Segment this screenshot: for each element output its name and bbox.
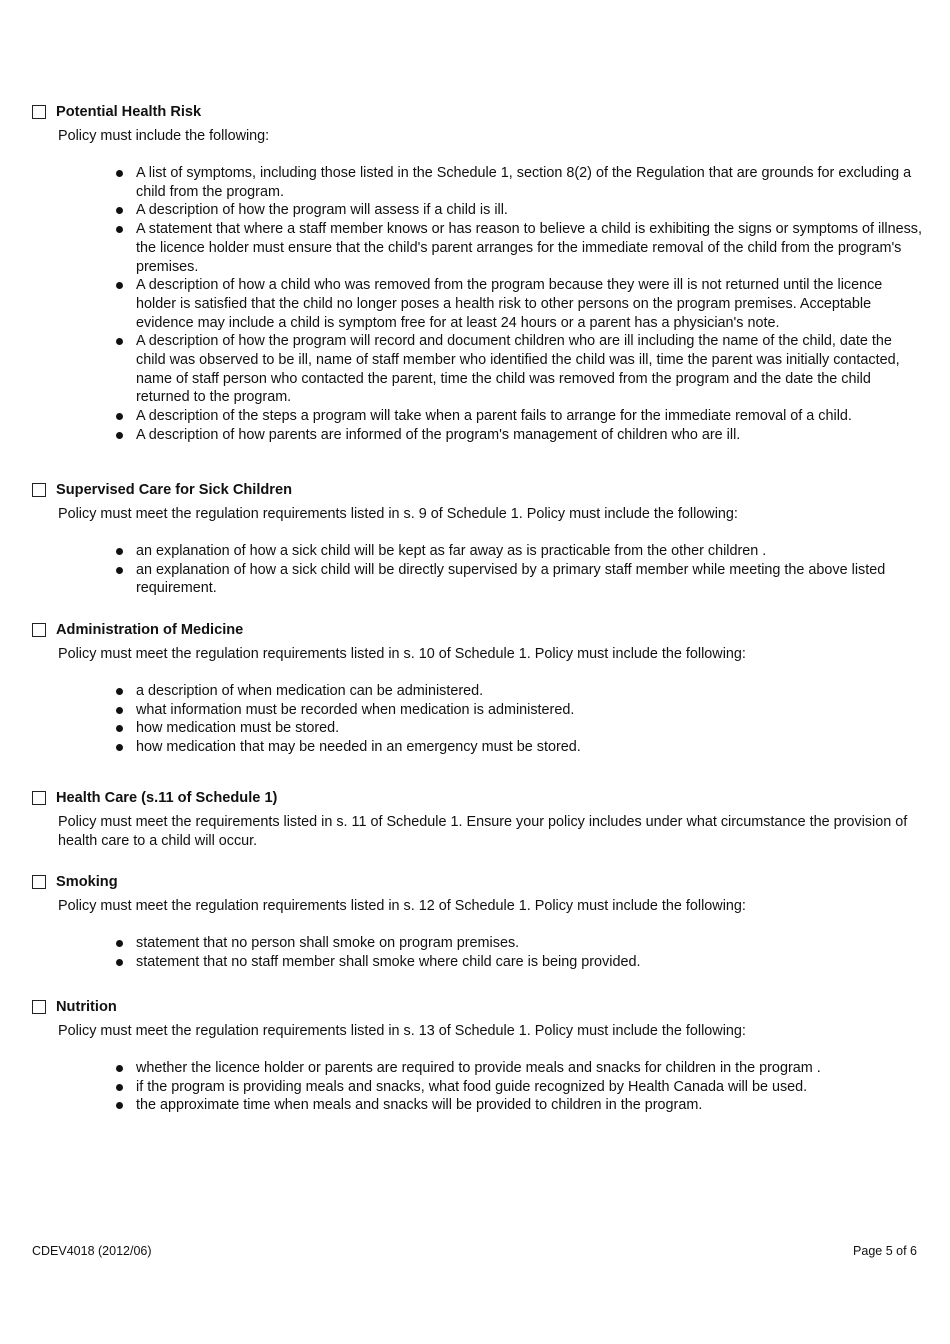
list-item: an explanation of how a sick child will be kept as far away as is practicable from the other children .: [136, 542, 922, 561]
requirements-list: [32, 934, 922, 971]
administration-of-medicine-checkbox[interactable]: [32, 623, 46, 637]
section-header: [32, 998, 922, 1016]
section-health-care: [32, 789, 922, 851]
list-item: a description of when medication can be administered.: [136, 682, 922, 701]
section-intro: Policy must meet the regulation requirements listed in s. 9 of Schedule 1. Policy must include the following:: [58, 506, 738, 522]
section-administration-of-medicine: [32, 621, 922, 757]
list-item: A statement that where a staff member knows or has reason to believe a child is exhibiting the signs or symptoms of illness, the licence holder must ensure that the child's parent arranges for the immediate removal of the child from the program's premises.: [136, 221, 923, 275]
nutrition-checkbox[interactable]: [32, 1000, 46, 1014]
section-title: Supervised Care for Sick Children: [56, 482, 293, 498]
list-item: A description of how parents are informed of the program's management of children who are ill.: [136, 426, 922, 445]
list-item: how medication that may be needed in an emergency must be stored.: [136, 738, 922, 757]
list-item: A description of how the program will assess if a child is ill.: [136, 201, 922, 220]
list-item: the approximate time when meals and snacks will be provided to children in the program.: [136, 1096, 922, 1115]
requirements-list: [32, 1059, 922, 1115]
section-intro: Policy must meet the regulation requirements listed in s. 13 of Schedule 1. Policy must include the following:: [58, 1023, 746, 1039]
section-header: [32, 481, 922, 499]
requirements-list: [32, 542, 922, 598]
section-title: Smoking: [56, 874, 118, 890]
list-item: A description of the steps a program will take when a parent fails to arrange for the immediate removal of a child.: [136, 407, 922, 426]
supervised-care-checkbox[interactable]: [32, 483, 46, 497]
form-code: CDEV4018 (2012/06): [32, 1244, 152, 1258]
list-item: whether the licence holder or parents are required to provide meals and snacks for children in the program .: [136, 1059, 922, 1078]
section-header: [32, 621, 922, 639]
section-nutrition: [32, 998, 922, 1115]
section-intro: Policy must meet the regulation requirements listed in s. 10 of Schedule 1. Policy must include the following:: [58, 646, 746, 662]
section-header: [32, 873, 922, 891]
section-supervised-care: [32, 481, 922, 598]
section-title: Administration of Medicine: [56, 622, 244, 638]
potential-health-risk-checkbox[interactable]: [32, 105, 46, 119]
section-intro: Policy must meet the requirements listed in s. 11 of Schedule 1. Ensure your policy includes under what circumstance the provision of health care to a child will occur.: [58, 814, 908, 849]
list-item: A description of how a child who was removed from the program because they were ill is not returned until the licence holder is satisfied that the child no longer poses a health risk to other persons on the program premises. Acceptable evidence may include a child is symptom free for at least 24 hours or a parent has a physician's note.: [136, 276, 922, 332]
list-item: statement that no person shall smoke on program premises.: [136, 934, 922, 953]
list-item: A description of how the program will record and document children who are ill including the name of the child, date the child was observed to be ill, name of staff member who identified the child was ill, time the parent was initially contacted, name of staff person who contacted the parent, time the child was removed from the program and the date the child returned to the program.: [136, 332, 922, 407]
list-item: A list of symptoms, including those listed in the Schedule 1, section 8(2) of the Regulation that are grounds for excluding a child from the program.: [136, 164, 922, 201]
section-header: [32, 103, 922, 121]
list-item: how medication must be stored.: [136, 719, 922, 738]
list-item: if the program is providing meals and snacks, what food guide recognized by Health Canada will be used.: [136, 1078, 922, 1097]
page-number: Page 5 of 6: [853, 1244, 917, 1258]
section-title: Health Care (s.11 of Schedule 1): [56, 790, 278, 806]
requirements-list: [32, 164, 922, 445]
section-header: [32, 789, 922, 807]
section-intro: Policy must meet the regulation requirements listed in s. 12 of Schedule 1. Policy must include the following:: [58, 898, 746, 914]
list-item: statement that no staff member shall smoke where child care is being provided.: [136, 953, 922, 972]
section-title: Nutrition: [56, 999, 117, 1015]
section-title: Potential Health Risk: [56, 104, 202, 120]
requirements-list: [32, 682, 922, 757]
section-smoking: [32, 873, 922, 971]
list-item: what information must be recorded when medication is administered.: [136, 701, 922, 720]
health-care-checkbox[interactable]: [32, 791, 46, 805]
smoking-checkbox[interactable]: [32, 875, 46, 889]
section-potential-health-risk: [32, 103, 922, 445]
section-intro: Policy must include the following:: [58, 128, 270, 144]
list-item: an explanation of how a sick child will be directly supervised by a primary staff member while meeting the above listed requirement.: [136, 561, 922, 598]
